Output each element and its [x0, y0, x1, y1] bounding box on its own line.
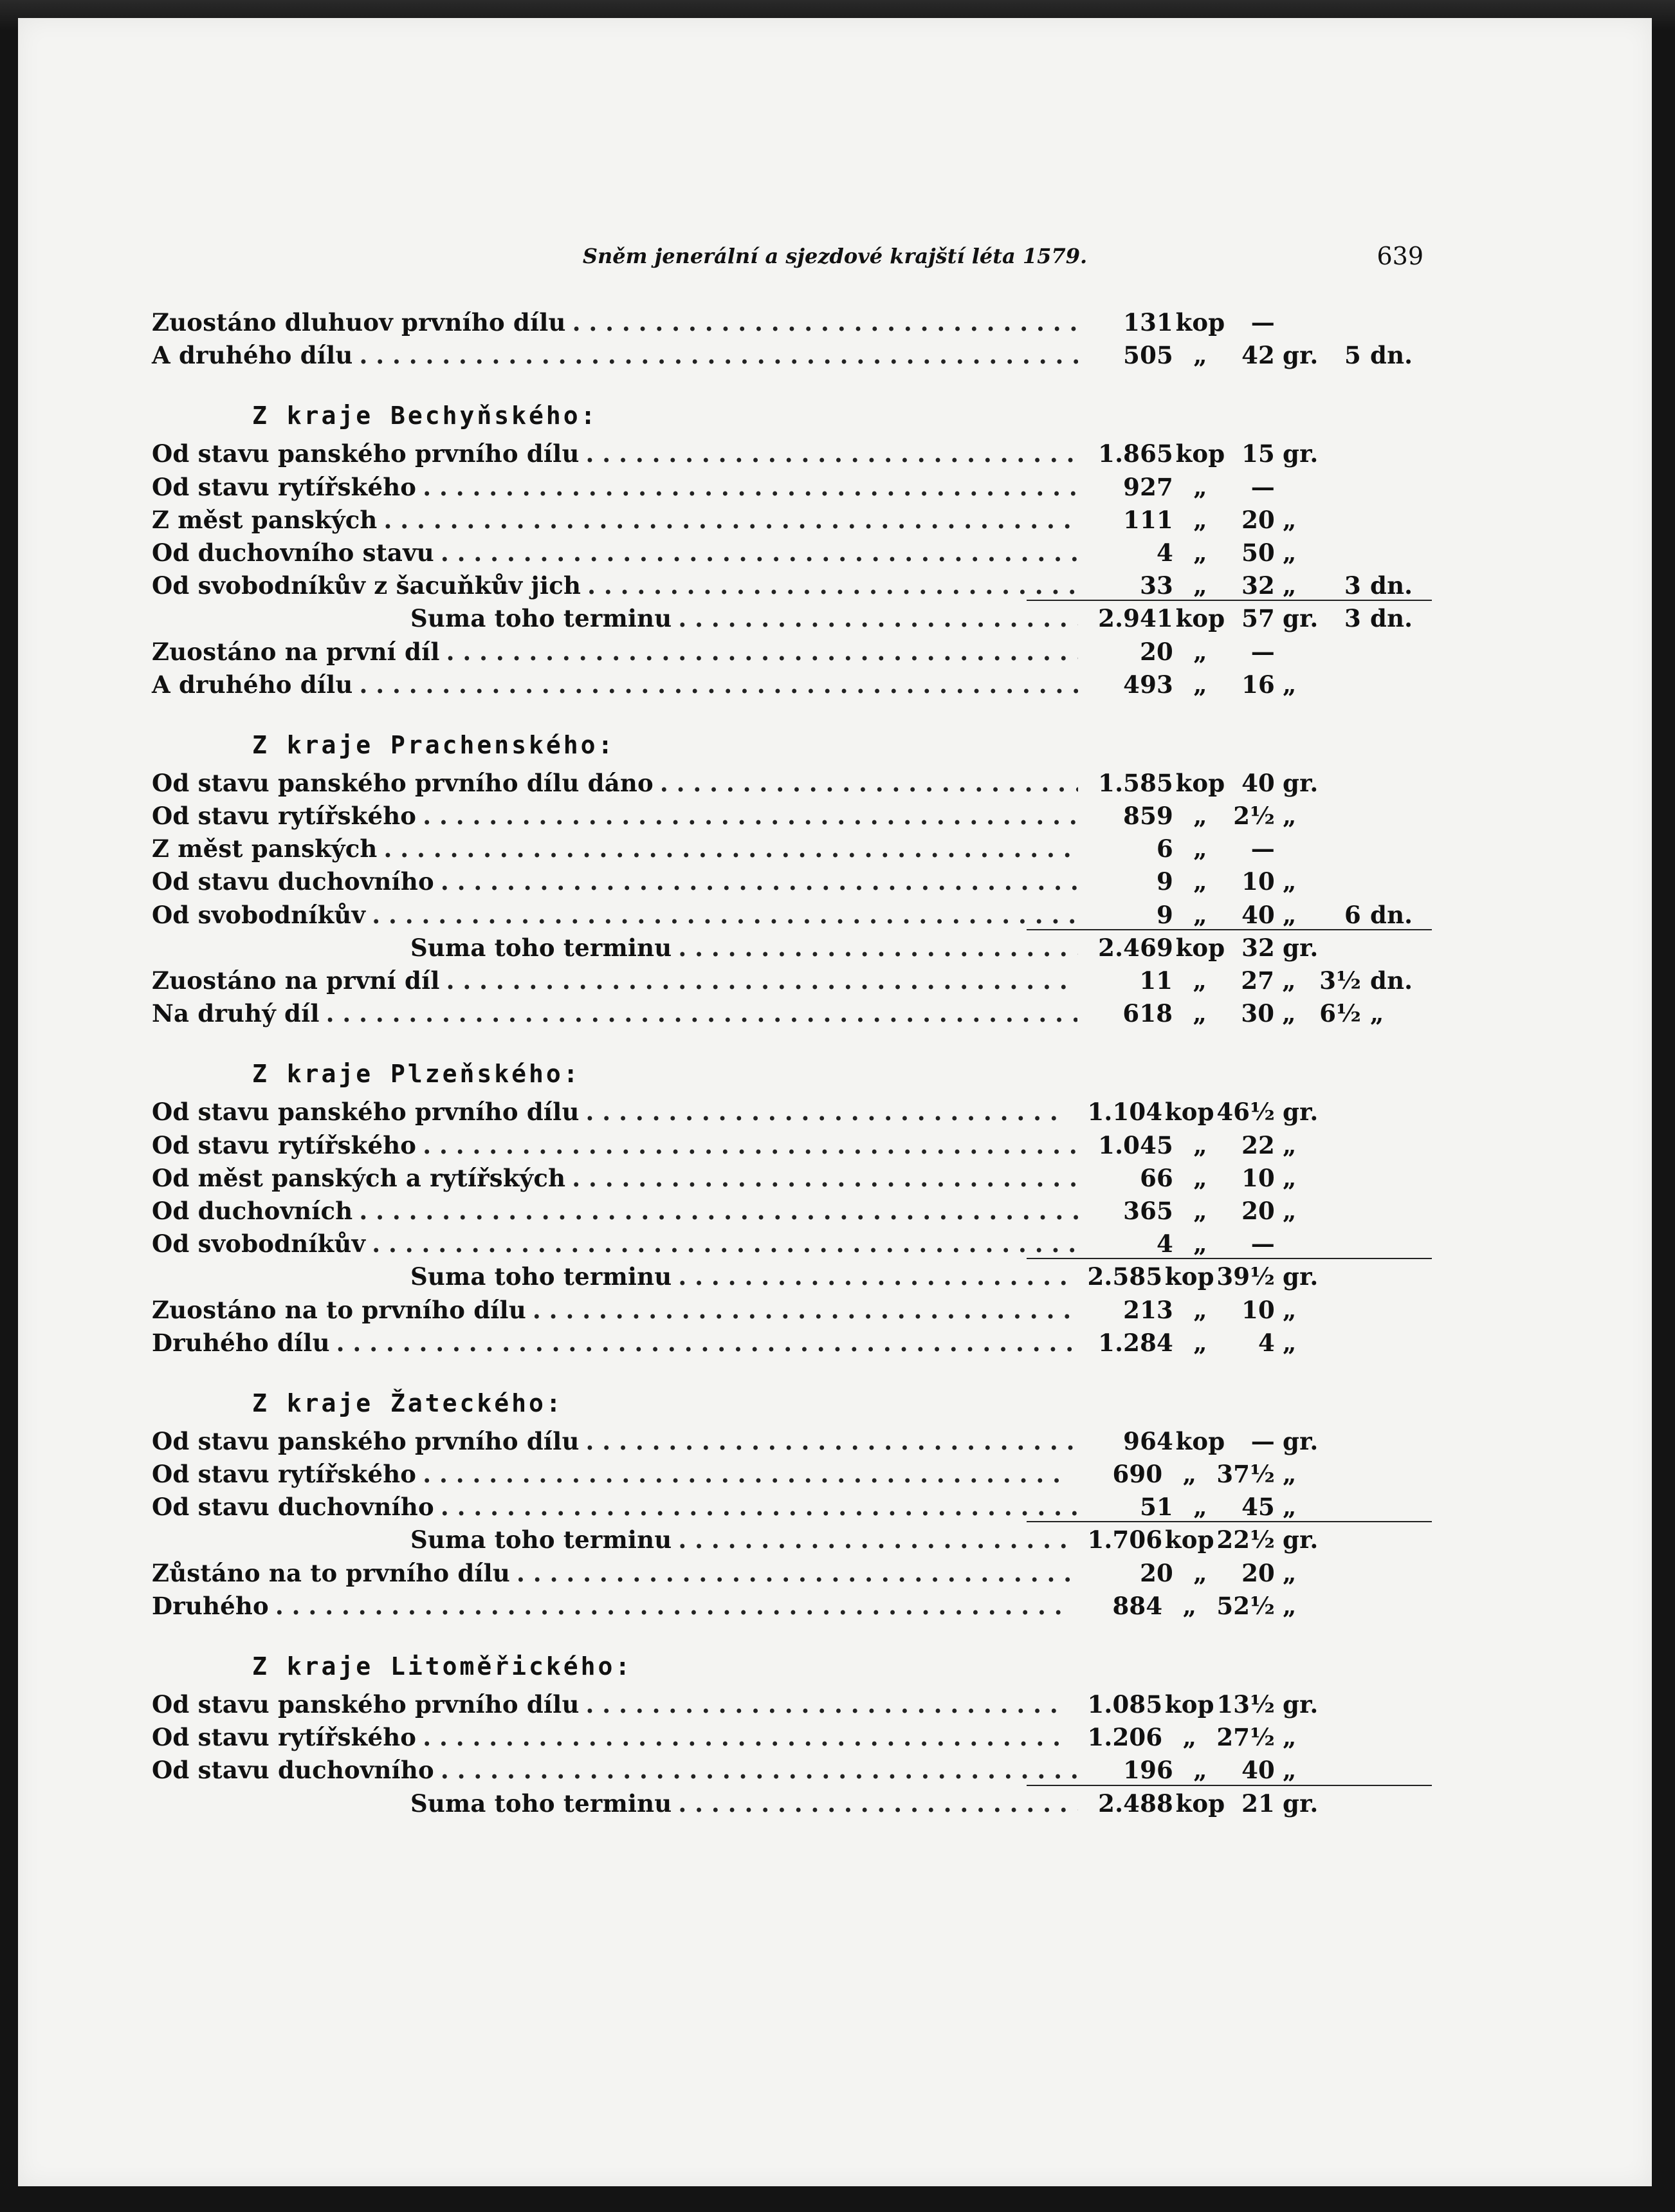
amount-gr: 30	[1241, 999, 1275, 1028]
amount-kop: 927	[1123, 472, 1173, 501]
dot-leader	[416, 800, 1078, 833]
ledger-content	[152, 306, 1432, 1820]
unit-gr: „	[1283, 538, 1297, 567]
unit-gr: gr.	[1283, 341, 1319, 370]
amount-kop: 618	[1122, 999, 1173, 1028]
unit-kop: „	[1193, 637, 1207, 666]
amount-kop: 2.585	[1087, 1262, 1163, 1291]
amount-gr: 27½	[1216, 1723, 1275, 1752]
amount-kop: 1.865	[1098, 439, 1173, 468]
amount-gr: 40	[1241, 768, 1275, 797]
unit-kop: „	[1193, 1493, 1207, 1522]
unit-gr: „	[1283, 1460, 1297, 1489]
amount-kop: 964	[1123, 1426, 1173, 1455]
amount-kop: 884	[1112, 1591, 1163, 1620]
unit-kop: „	[1182, 1591, 1197, 1620]
sum-row	[152, 932, 1432, 964]
unit-gr: gr.	[1283, 1426, 1319, 1455]
entry-label: Od svobodníkův	[152, 900, 366, 929]
unit-kop: „	[1182, 1723, 1197, 1752]
ledger-section	[152, 1643, 1432, 1820]
ledger-row	[152, 767, 1432, 800]
unit-gr: „	[1283, 1558, 1297, 1587]
entry-label: Suma toho terminu	[410, 1789, 672, 1818]
entry-label: A druhého dílu	[152, 670, 353, 699]
ledger-row	[152, 1294, 1432, 1327]
amount-kop: 1.045	[1098, 1130, 1173, 1159]
unit-gr: „	[1283, 505, 1297, 534]
ledger-row	[152, 865, 1432, 898]
amount-gr: 39½	[1216, 1262, 1275, 1291]
section-heading: Z kraje Bechyňského:	[252, 401, 598, 430]
amount-gr: 10	[1241, 1163, 1275, 1192]
entry-label: Od stavu rytířského	[152, 802, 417, 831]
amount-gr: 46½	[1216, 1098, 1275, 1127]
dot-leader	[434, 1491, 1078, 1524]
ledger-row	[152, 1557, 1432, 1590]
ledger-section	[152, 306, 1432, 372]
amount-kop: 1.284	[1098, 1328, 1173, 1357]
amount-dn: 3½	[1319, 966, 1361, 995]
unit-kop: kop	[1164, 1690, 1214, 1719]
amount-gr: 22	[1241, 1130, 1275, 1159]
unit-kop: „	[1193, 505, 1207, 534]
amount-kop: 1.104	[1087, 1098, 1163, 1127]
dot-leader	[526, 1294, 1078, 1327]
amount-gr: 37½	[1216, 1460, 1275, 1489]
amount-gr: 50	[1241, 538, 1275, 567]
amount-kop: 1.085	[1087, 1690, 1163, 1719]
amount-gr: 42	[1241, 341, 1275, 370]
ledger-row	[152, 668, 1432, 701]
amount-dn: 3	[1344, 571, 1361, 600]
unit-gr: „	[1283, 867, 1297, 896]
dot-leader	[434, 537, 1078, 569]
ledger-row	[152, 1228, 1432, 1260]
amount-gr: 20	[1241, 505, 1275, 534]
ledger-row	[152, 1754, 1432, 1787]
ledger-row	[152, 537, 1432, 569]
unit-gr: „	[1283, 900, 1297, 929]
unit-dn: dn.	[1370, 571, 1413, 600]
ledger-row	[152, 833, 1432, 865]
amount-kop: 111	[1123, 505, 1173, 534]
ledger-row	[152, 964, 1432, 997]
entry-label: Druhého dílu	[152, 1328, 330, 1357]
amount-kop: 4	[1157, 1230, 1173, 1258]
amount-kop: 690	[1112, 1460, 1163, 1489]
unit-kop: „	[1193, 1230, 1207, 1258]
dot-leader	[352, 668, 1078, 701]
amount-gr: 20	[1241, 1196, 1275, 1225]
unit-kop: „	[1193, 999, 1207, 1028]
ledger-row	[152, 1327, 1432, 1359]
unit-kop: kop	[1175, 308, 1225, 336]
amount-kop: 1.585	[1098, 768, 1173, 797]
unit-kop: „	[1193, 834, 1207, 863]
dot-leader	[510, 1557, 1078, 1590]
amount-dn: 5	[1344, 341, 1361, 370]
amount-gr: 27	[1241, 966, 1275, 995]
dot-leader	[580, 438, 1078, 470]
dot-leader	[440, 636, 1078, 668]
entry-label: Od svobodníkův	[152, 1230, 366, 1258]
section-heading: Z kraje Prachenského:	[252, 730, 616, 759]
unit-kop: kop	[1164, 1262, 1214, 1291]
unit-kop: „	[1193, 538, 1207, 567]
dot-leader	[416, 471, 1078, 504]
entry-label: Z měst panských	[152, 505, 378, 534]
unit-gr: „	[1283, 571, 1297, 600]
entry-label: Suma toho terminu	[410, 604, 672, 633]
unit-gr: „	[1283, 802, 1297, 831]
amount-gr: —	[1250, 1426, 1275, 1455]
dot-leader	[566, 306, 1078, 339]
entry-label: Suma toho terminu	[410, 1262, 672, 1291]
unit-kop: kop	[1175, 1789, 1225, 1818]
entry-label: Od stavu duchovního	[152, 1493, 434, 1522]
amount-kop: 9	[1157, 900, 1173, 929]
entry-label: Zuostáno dluhuov prvního dílu	[152, 308, 566, 336]
unit-gr: „	[1283, 1591, 1297, 1620]
ledger-row	[152, 1721, 1432, 1754]
entry-label: Od stavu duchovního	[152, 867, 434, 896]
running-head	[18, 240, 1652, 272]
entry-label: Zuostáno na to prvního dílu	[152, 1295, 526, 1324]
dot-leader	[654, 767, 1078, 800]
amount-kop: 196	[1123, 1756, 1173, 1785]
entry-label: Suma toho terminu	[410, 1525, 672, 1554]
amount-gr: 16	[1241, 670, 1275, 699]
page-number: 639	[1377, 242, 1423, 270]
unit-kop: „	[1193, 1163, 1207, 1192]
dot-leader	[580, 1425, 1078, 1458]
amount-gr: 4	[1258, 1328, 1275, 1357]
unit-dn: dn.	[1370, 966, 1413, 995]
amount-gr: —	[1250, 1230, 1275, 1258]
entry-label: Od duchovního stavu	[152, 538, 434, 567]
dot-leader	[672, 1260, 1067, 1293]
ledger-row	[152, 438, 1432, 470]
amount-kop: 4	[1157, 538, 1173, 567]
dot-leader	[672, 602, 1078, 635]
unit-gr: gr.	[1283, 1690, 1319, 1719]
dot-leader	[320, 997, 1078, 1030]
unit-kop: kop	[1175, 439, 1225, 468]
ledger-row	[152, 1425, 1432, 1458]
unit-kop: „	[1193, 341, 1207, 370]
unit-gr: „	[1283, 1196, 1297, 1225]
amount-kop: 131	[1123, 308, 1173, 336]
amount-kop: 2.941	[1098, 604, 1173, 633]
unit-kop: „	[1193, 802, 1207, 831]
amount-kop: 20	[1140, 637, 1173, 666]
amount-kop: 66	[1140, 1163, 1173, 1192]
unit-gr: „	[1283, 1295, 1297, 1324]
dot-leader	[672, 932, 1078, 964]
ledger-row	[152, 471, 1432, 504]
unit-kop: „	[1193, 472, 1207, 501]
dot-leader	[269, 1590, 1067, 1623]
amount-gr: 2½	[1233, 802, 1275, 831]
amount-gr: 32	[1241, 571, 1275, 600]
entry-label: Druhého	[152, 1591, 269, 1620]
amount-gr: 45	[1241, 1493, 1275, 1522]
ledger-row	[152, 800, 1432, 833]
section-heading: Z kraje Žateckého:	[252, 1388, 563, 1417]
entry-label: Z měst panských	[152, 834, 378, 863]
dot-leader	[378, 504, 1078, 537]
ledger-row	[152, 1458, 1432, 1491]
dot-leader	[440, 964, 1078, 997]
amount-gr: 13½	[1216, 1690, 1275, 1719]
unit-gr: „	[1283, 1723, 1297, 1752]
unit-kop: kop	[1175, 1426, 1225, 1455]
amount-gr: 57	[1241, 604, 1275, 633]
ledger-section	[152, 722, 1432, 1031]
ledger-section	[152, 1051, 1432, 1359]
dot-leader	[416, 1129, 1078, 1162]
entry-label: Zuostáno na první díl	[152, 966, 440, 995]
ledger-row	[152, 1491, 1432, 1524]
unit-gr: „	[1283, 1756, 1297, 1785]
book-page	[18, 18, 1652, 2186]
amount-kop: 6	[1157, 834, 1173, 863]
ledger-row	[152, 1129, 1432, 1162]
ledger-section	[152, 392, 1432, 701]
dot-leader	[352, 339, 1078, 372]
dot-leader	[434, 1754, 1078, 1787]
unit-kop: kop	[1164, 1525, 1214, 1554]
entry-label: Od měst panských a rytířských	[152, 1163, 566, 1192]
unit-kop: „	[1193, 1558, 1207, 1587]
unit-dn: dn.	[1370, 341, 1413, 370]
amount-kop: 2.469	[1098, 933, 1173, 962]
amount-gr: —	[1250, 308, 1275, 336]
dot-leader	[416, 1458, 1067, 1491]
ledger-row	[152, 1096, 1432, 1129]
ledger-row	[152, 636, 1432, 668]
amount-kop: 493	[1123, 670, 1173, 699]
dot-leader	[365, 1228, 1078, 1260]
amount-gr: —	[1250, 637, 1275, 666]
unit-gr: gr.	[1283, 768, 1319, 797]
amount-gr: 22½	[1216, 1525, 1275, 1554]
amount-kop: 33	[1140, 571, 1173, 600]
amount-dn: 3	[1344, 604, 1361, 633]
amount-kop: 11	[1139, 966, 1173, 995]
entry-label: Suma toho terminu	[410, 933, 672, 962]
entry-label: A druhého dílu	[152, 341, 353, 370]
unit-kop: „	[1193, 1196, 1207, 1225]
unit-kop: „	[1193, 1130, 1207, 1159]
unit-gr: gr.	[1283, 1525, 1319, 1554]
amount-dn: 6½	[1319, 999, 1361, 1028]
unit-kop: „	[1193, 966, 1207, 995]
amount-kop: 1.206	[1087, 1723, 1163, 1752]
dot-leader	[580, 1688, 1068, 1721]
unit-kop: „	[1193, 867, 1207, 896]
ledger-row	[152, 1195, 1432, 1228]
ledger-row	[152, 997, 1432, 1030]
entry-label: Od stavu panského prvního dílu	[152, 1098, 580, 1127]
amount-gr: 40	[1241, 900, 1275, 929]
unit-dn: dn.	[1370, 604, 1413, 633]
ledger-row	[152, 899, 1432, 932]
dot-leader	[416, 1721, 1067, 1754]
ledger-row	[152, 306, 1432, 339]
amount-kop: 365	[1123, 1196, 1173, 1225]
dot-leader	[672, 1787, 1078, 1820]
unit-dn: „	[1370, 999, 1384, 1028]
unit-kop: kop	[1175, 933, 1225, 962]
amount-gr: 52½	[1216, 1591, 1275, 1620]
amount-gr: 40	[1241, 1756, 1275, 1785]
ledger-row	[152, 1590, 1432, 1623]
unit-gr: gr.	[1283, 439, 1319, 468]
dot-leader	[434, 865, 1078, 898]
entry-label: Zuostáno na první díl	[152, 637, 440, 666]
unit-gr: „	[1283, 1328, 1297, 1357]
amount-kop: 20	[1140, 1558, 1173, 1587]
entry-label: Od svobodníkův z šacuňkův jich	[152, 571, 581, 600]
ledger-row	[152, 569, 1432, 602]
unit-kop: „	[1193, 1295, 1207, 1324]
amount-gr: 21	[1241, 1789, 1275, 1818]
sum-row	[152, 1524, 1432, 1556]
amount-kop: 213	[1123, 1295, 1173, 1324]
entry-label: Od stavu panského prvního dílu	[152, 439, 580, 468]
amount-gr: 10	[1241, 867, 1275, 896]
entry-label: Od stavu rytířského	[152, 1130, 417, 1159]
dot-leader	[330, 1327, 1078, 1359]
dot-leader	[672, 1524, 1067, 1556]
amount-gr: 10	[1241, 1295, 1275, 1324]
dot-leader	[365, 899, 1078, 932]
entry-label: Od stavu panského prvního dílu dáno	[152, 768, 654, 797]
amount-kop: 9	[1157, 867, 1173, 896]
unit-kop: kop	[1175, 604, 1225, 633]
unit-gr: „	[1283, 1130, 1297, 1159]
amount-gr: 32	[1241, 933, 1275, 962]
unit-kop: „	[1193, 1756, 1207, 1785]
running-head-title: Sněm jenerální a sjezdové krajští léta 1579.	[582, 244, 1088, 268]
unit-gr: „	[1283, 670, 1297, 699]
unit-kop: „	[1193, 900, 1207, 929]
unit-gr: gr.	[1283, 933, 1319, 962]
unit-kop: „	[1193, 571, 1207, 600]
ledger-row	[152, 339, 1432, 372]
dot-leader	[580, 1096, 1068, 1129]
entry-label: Na druhý díl	[152, 999, 320, 1028]
amount-gr: —	[1250, 834, 1275, 863]
amount-gr: 20	[1241, 1558, 1275, 1587]
amount-kop: 1.706	[1087, 1525, 1163, 1554]
unit-gr: gr.	[1283, 1789, 1319, 1818]
dot-leader	[378, 833, 1078, 865]
unit-kop: „	[1193, 670, 1207, 699]
amount-kop: 505	[1123, 341, 1173, 370]
amount-kop: 51	[1140, 1493, 1173, 1522]
unit-gr: „	[1283, 1163, 1297, 1192]
dot-leader	[581, 569, 1078, 602]
unit-gr: gr.	[1283, 1098, 1319, 1127]
unit-kop: „	[1193, 1328, 1207, 1357]
ledger-section	[152, 1380, 1432, 1623]
amount-gr: 15	[1241, 439, 1275, 468]
entry-label: Od duchovních	[152, 1196, 353, 1225]
amount-gr: —	[1250, 472, 1275, 501]
sum-row	[152, 1260, 1432, 1293]
entry-label: Od stavu rytířského	[152, 472, 417, 501]
entry-label: Od stavu rytířského	[152, 1723, 417, 1752]
dot-leader	[352, 1195, 1078, 1228]
unit-kop: „	[1182, 1460, 1197, 1489]
section-heading: Z kraje Litoměřického:	[252, 1652, 633, 1681]
unit-gr: gr.	[1283, 604, 1319, 633]
sum-row	[152, 602, 1432, 635]
ledger-row	[152, 504, 1432, 537]
entry-label: Od stavu duchovního	[152, 1756, 434, 1785]
entry-label: Od stavu panského prvního dílu	[152, 1426, 580, 1455]
unit-gr: „	[1282, 999, 1296, 1028]
ledger-row	[152, 1688, 1432, 1721]
dot-leader	[565, 1162, 1078, 1195]
entry-label: Od stavu rytířského	[152, 1460, 417, 1489]
section-heading: Z kraje Plzeňského:	[252, 1060, 581, 1089]
amount-dn: 6	[1344, 900, 1361, 929]
unit-gr: gr.	[1283, 1262, 1319, 1291]
unit-dn: dn.	[1370, 900, 1413, 929]
amount-kop: 2.488	[1098, 1789, 1173, 1818]
amount-kop: 859	[1123, 802, 1173, 831]
unit-kop: kop	[1164, 1098, 1214, 1127]
ledger-row	[152, 1162, 1432, 1195]
entry-label: Od stavu panského prvního dílu	[152, 1690, 580, 1719]
sum-row	[152, 1787, 1432, 1820]
unit-gr: „	[1283, 1493, 1297, 1522]
unit-gr: „	[1282, 966, 1296, 995]
unit-kop: kop	[1175, 768, 1225, 797]
entry-label: Zůstáno na to prvního dílu	[152, 1558, 511, 1587]
